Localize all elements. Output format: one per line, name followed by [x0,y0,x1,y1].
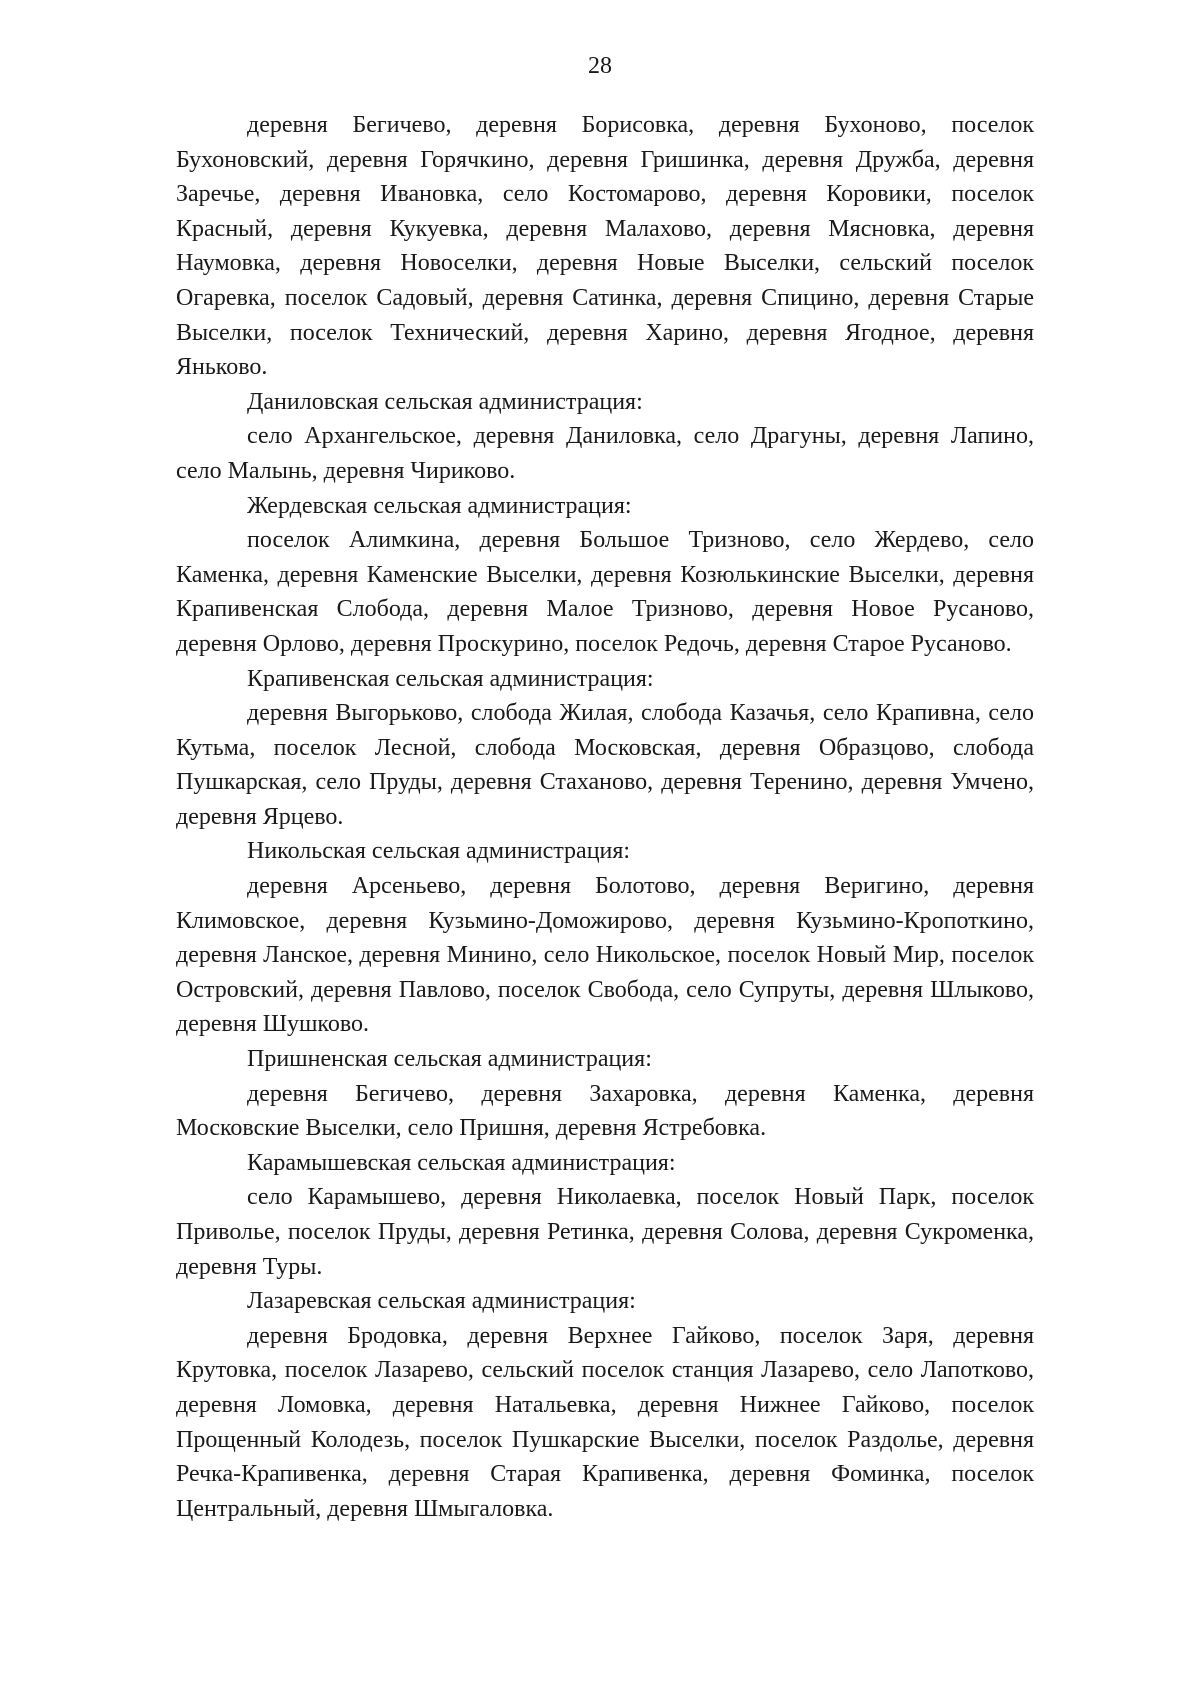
settlement-list-paragraph: село Архангельское, деревня Даниловка, село Драгуны, деревня Лапино, село Малынь, деревня Чириково. [176,423,1034,484]
administration-heading: Никольская сельская администрация: [247,838,631,865]
administration-heading: Пришненская сельская администрация: [247,1046,652,1073]
administration-heading: Крапивенская сельская администрация: [247,665,654,692]
settlement-list-paragraph: деревня Выгорьково, слобода Жилая, слобода Казачья, село Крапивна, село Кутьма, поселок Лесной, слобода Московская, деревня Образцово, слобода Пушкарская, село Пруды, деревня Стаханово, деревня Теренино, деревня Умчено, деревня Ярцево. [176,700,1034,830]
settlement-list-paragraph: деревня Арсеньево, деревня Болотово, деревня Веригино, деревня Климовское, деревня Кузьмино-Доможирово, деревня Кузьмино-Кропоткино, деревня Ланское, деревня Минино, село Никольское, поселок Новый Мир, поселок Островский, деревня Павлово, поселок Свобода, село Супруты, деревня Шлыково, деревня Шушково. [176,873,1034,1038]
settlement-list-paragraph: поселок Алимкина, деревня Большое Тризново, село Жердево, село Каменка, деревня Каменские Выселки, деревня Козюлькинские Выселки, деревня Крапивенская Слобода, деревня Малое Тризново, деревня Новое Русаново, деревня Орлово, деревня Проскурино, поселок Редочь, деревня Старое Русаново. [176,527,1034,657]
administration-heading: Карамышевская сельская администрация: [247,1149,676,1176]
administration-heading: Даниловская сельская администрация: [247,388,643,415]
administration-heading: Жердевская сельская администрация: [247,492,632,519]
settlement-list-paragraph: село Карамышево, деревня Николаевка, поселок Новый Парк, поселок Приволье, поселок Пруды, деревня Ретинка, деревня Солова, деревня Сукроменка, деревня Туры. [176,1184,1034,1280]
settlement-list-paragraph: деревня Бродовка, деревня Верхнее Гайково, поселок Заря, деревня Крутовка, поселок Лазарево, сельский поселок станция Лазарево, село Лапотково, деревня Ломовка, деревня Натальевка, деревня Нижнее Гайково, поселок Прощенный Колодезь, поселок Пушкарские Выселки, поселок Раздолье, деревня Речка-Крапивенка, деревня Старая Крапивенка, деревня Фоминка, поселок Центральный, деревня Шмыгаловка. [176,1322,1034,1522]
administration-heading: Лазаревская сельская администрация: [247,1288,636,1315]
settlement-list-paragraph: деревня Бегичево, деревня Борисовка, деревня Бухоново, поселок Бухоновский, деревня Горячкино, деревня Гришинка, деревня Дружба, деревня Заречье, деревня Ивановка, село Костомарово, деревня Коровики, поселок Красный, деревня Кукуевка, деревня Малахово, деревня Мясновка, деревня Наумовка, деревня Новоселки, деревня Новые Выселки, сельский поселок Огаревка, поселок Садовый, деревня Сатинка, деревня Спицино, деревня Старые Выселки, поселок Технический, деревня Харино, деревня Ягодное, деревня Яньково. [176,112,1034,381]
page-number: 28 [588,53,612,79]
document-body [176,108,1034,1526]
settlement-list-paragraph: деревня Бегичево, деревня Захаровка, деревня Каменка, деревня Московские Выселки, село Пришня, деревня Ястребовка. [176,1080,1034,1142]
